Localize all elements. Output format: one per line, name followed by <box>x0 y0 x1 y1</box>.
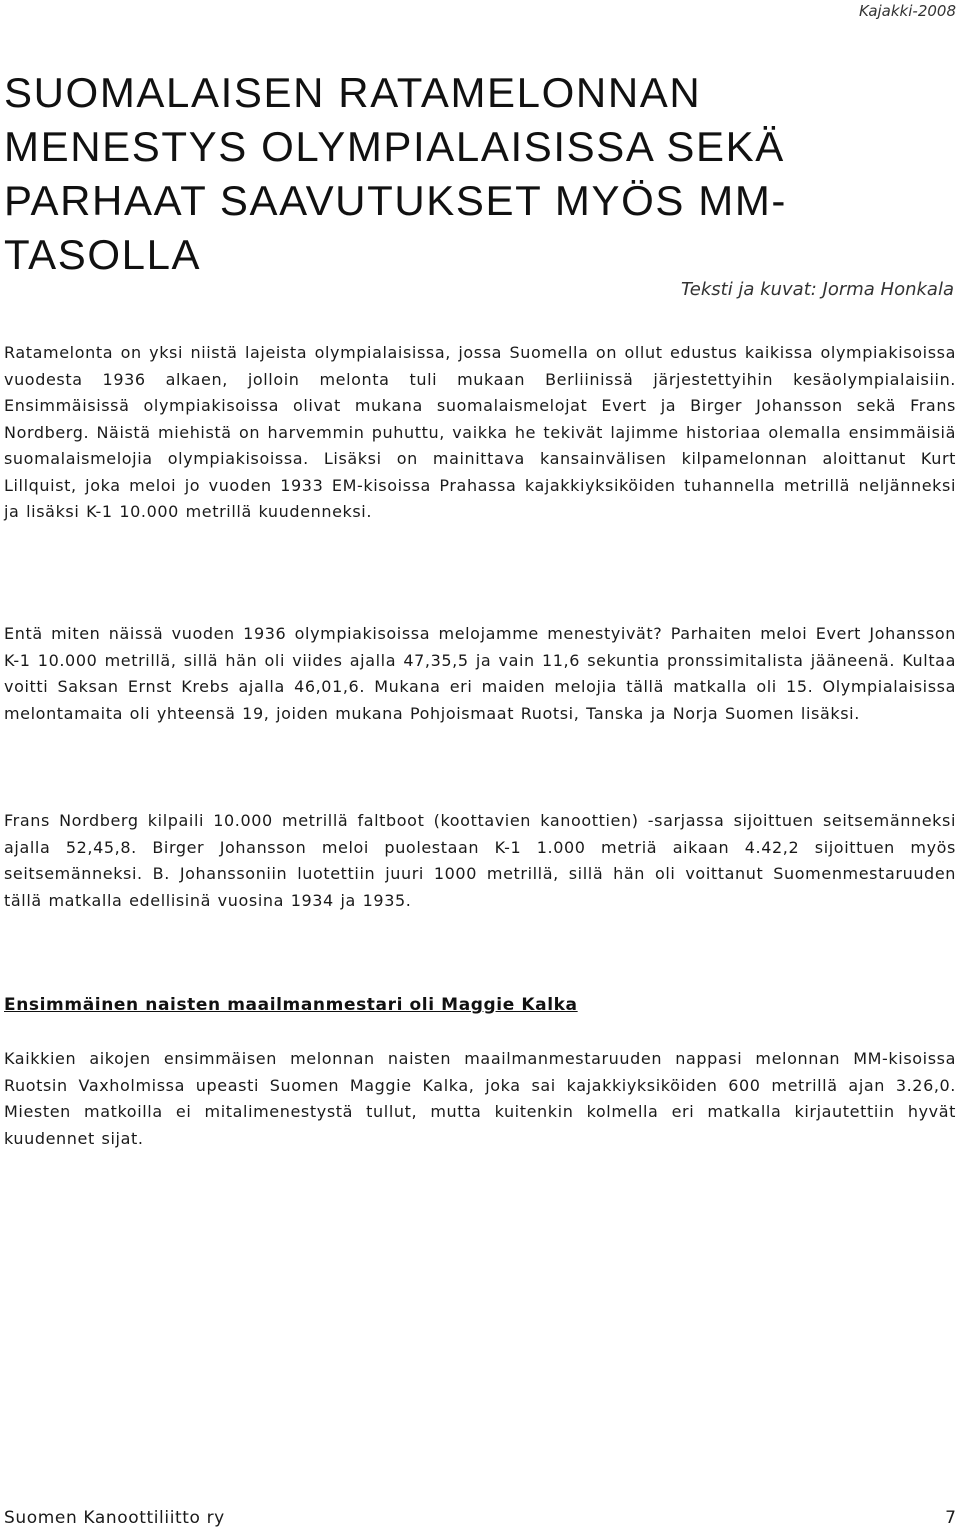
subsection-paragraph: Kaikkien aikojen ensimmäisen melonnan naisten maailmanmestaruuden nappasi melonnan MM-kisoissa Ruotsin Vaxholmissa upeasti Suomen Maggie Kalka, joka sai kajakkiyksiköiden 600 metrillä ajan 3.26,0. Miesten matkoilla ei mitalimenestystä tullut, mutta kuitenkin kolmella eri matkalla kirjautettiin hyvät kuudennet sijat. <box>4 1049 956 1148</box>
article-paragraph-1: Ratamelonta on yksi niistä lajeista olympialaisissa, jossa Suomella on ollut edustus kaikissa olympiakisoissa vuodesta 1936 alkaen, jolloin melonta tuli mukaan Berliinissä järjestettyihin kesäolympialaisiin. Ensimmäisissä olympiakisoissa olivat mukana suomalaismelojat Evert ja Birger Johansson sekä Frans Nordberg. Näistä miehistä on harvemmin puhuttu, vaikka he tekivät lajimme historiaa olemalla ensimmäisiä suomalaismelojia olympiakisoissa. Lisäksi on mainittava kansainvälisen kilpamelonnan aloittanut Kurt Lillquist, joka meloi jo vuoden 1933 EM-kisoissa Prahassa kajakkiyksiköiden tuhannella metrillä neljänneksi ja lisäksi K-1 10.000 metrillä kuudenneksi. <box>4 343 956 521</box>
publication-header: Kajakki-2008 <box>859 2 956 20</box>
footer-organization: Suomen Kanoottiliitto ry <box>4 1508 225 1528</box>
section-subheading: Ensimmäinen naisten maailmanmestari oli Maggie Kalka <box>4 995 578 1015</box>
page-number: 7 <box>945 1508 956 1528</box>
article-paragraph-2: Entä miten näissä vuoden 1936 olympiakisoissa melojamme menestyivät? Parhaiten meloi Evert Johansson K-1 10.000 metrillä, sillä hän oli viides ajalla 47,35,5 ja vain 11,6 sekuntia pronssimitalista jääneenä. Kultaa voitti Saksan Ernst Krebs ajalla 46,01,6. Mukana eri maiden melojia tällä matkalla oli 15. Olympialaisissa melontamaita oli yhteensä 19, joiden mukana Pohjoismaat Ruotsi, Tanska ja Norja Suomen lisäksi. <box>4 624 956 723</box>
article-paragraph-3: Frans Nordberg kilpaili 10.000 metrillä faltboot (koottavien kanoottien) -sarjassa sijoittuen seitsemänneksi ajalla 52,45,8. Birger Johansson meloi puolestaan K-1 1.000 metriä aikaan 4.42,2 sijoittuen myös seitsemänneksi. B. Johanssoniin luotettiin juuri 1000 metrillä, sillä hän oli voittanut Suomenmestaruuden tällä matkalla edellisinä vuosina 1934 ja 1935. <box>4 811 956 910</box>
article-byline: Teksti ja kuvat: Jorma Honkala <box>681 279 954 300</box>
article-title: SUOMALAISEN RATAMELONNAN MENESTYS OLYMPIALAISISSA SEKÄ PARHAAT SAAVUTUKSET MYÖS MM-TASOLLA <box>4 69 788 278</box>
